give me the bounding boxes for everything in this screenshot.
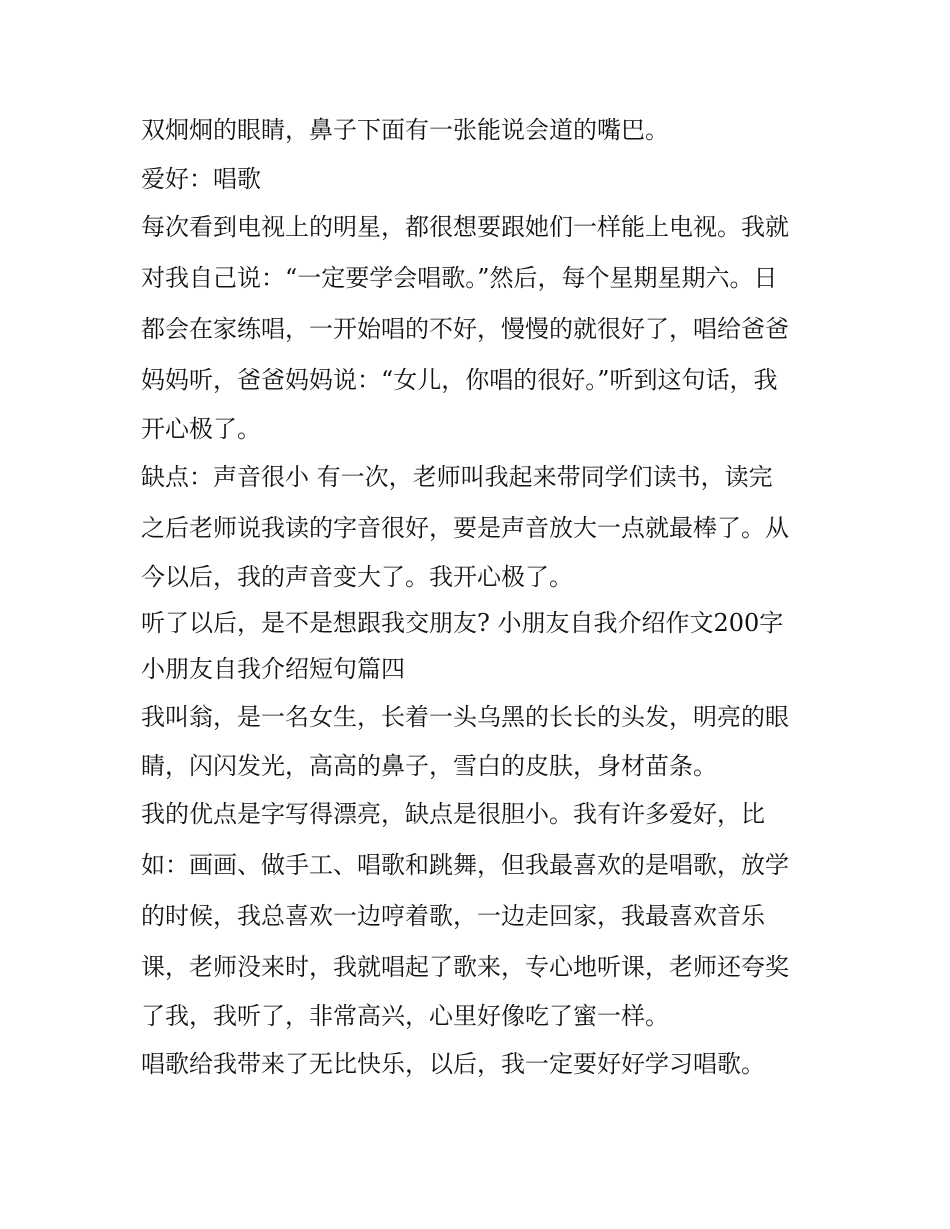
text-line-19: 了我，我听了，非常高兴，心里好像吃了蜜一样。 xyxy=(141,1002,669,1030)
text-line-12: 小朋友自我介绍短句篇四 xyxy=(141,655,405,683)
text-line-16: 如：画画、做手工、唱歌和跳舞，但我最喜欢的是唱歌，放学 xyxy=(141,851,789,879)
text-line-3: 每次看到电视上的明星，都很想要跟她们一样能上电视。我就 xyxy=(141,213,789,241)
document-body xyxy=(141,105,821,1090)
text-line-13: 我叫翁，是一名女生，长着一头乌黑的长长的头发，明亮的眼 xyxy=(141,703,789,731)
text-line-9: 之后老师说我读的字音很好，要是声音放大一点就最棒了。从 xyxy=(141,514,789,542)
text-line-2: 爱好：唱歌 xyxy=(141,165,261,193)
text-line-6: 妈妈听，爸爸妈妈说：“女儿，你唱的很好。”听到这句话，我 xyxy=(141,366,778,394)
text-line-4: 对我自己说：“一定要学会唱歌。”然后，每个星期星期六。日 xyxy=(141,264,778,292)
text-line-1: 双炯炯的眼睛，鼻子下面有一张能说会道的嘴巴。 xyxy=(141,116,669,144)
text-line-18: 课，老师没来时，我就唱起了歌来，专心地听课，老师还夸奖 xyxy=(141,953,789,981)
text-line-11: 听了以后，是不是想跟我交朋友? 小朋友自我介绍作文200字 xyxy=(141,609,784,637)
text-line-14: 睛，闪闪发光，高高的鼻子，雪白的皮肤，身材苗条。 xyxy=(141,752,717,780)
text-line-15: 我的优点是字写得漂亮，缺点是很胆小。我有许多爱好，比 xyxy=(141,800,765,828)
text-line-7: 开心极了。 xyxy=(141,415,261,443)
text-line-5: 都会在家练唱，一开始唱的不好，慢慢的就很好了，唱给爸爸 xyxy=(141,315,789,343)
text-line-10: 今以后，我的声音变大了。我开心极了。 xyxy=(141,563,573,591)
text-line-20: 唱歌给我带来了无比快乐，以后，我一定要好好学习唱歌。 xyxy=(141,1050,765,1078)
text-line-8: 缺点：声音很小 有一次，老师叫我起来带同学们读书，读完 xyxy=(141,463,773,491)
text-line-17: 的时候，我总喜欢一边哼着歌，一边走回家，我最喜欢音乐 xyxy=(141,902,765,930)
